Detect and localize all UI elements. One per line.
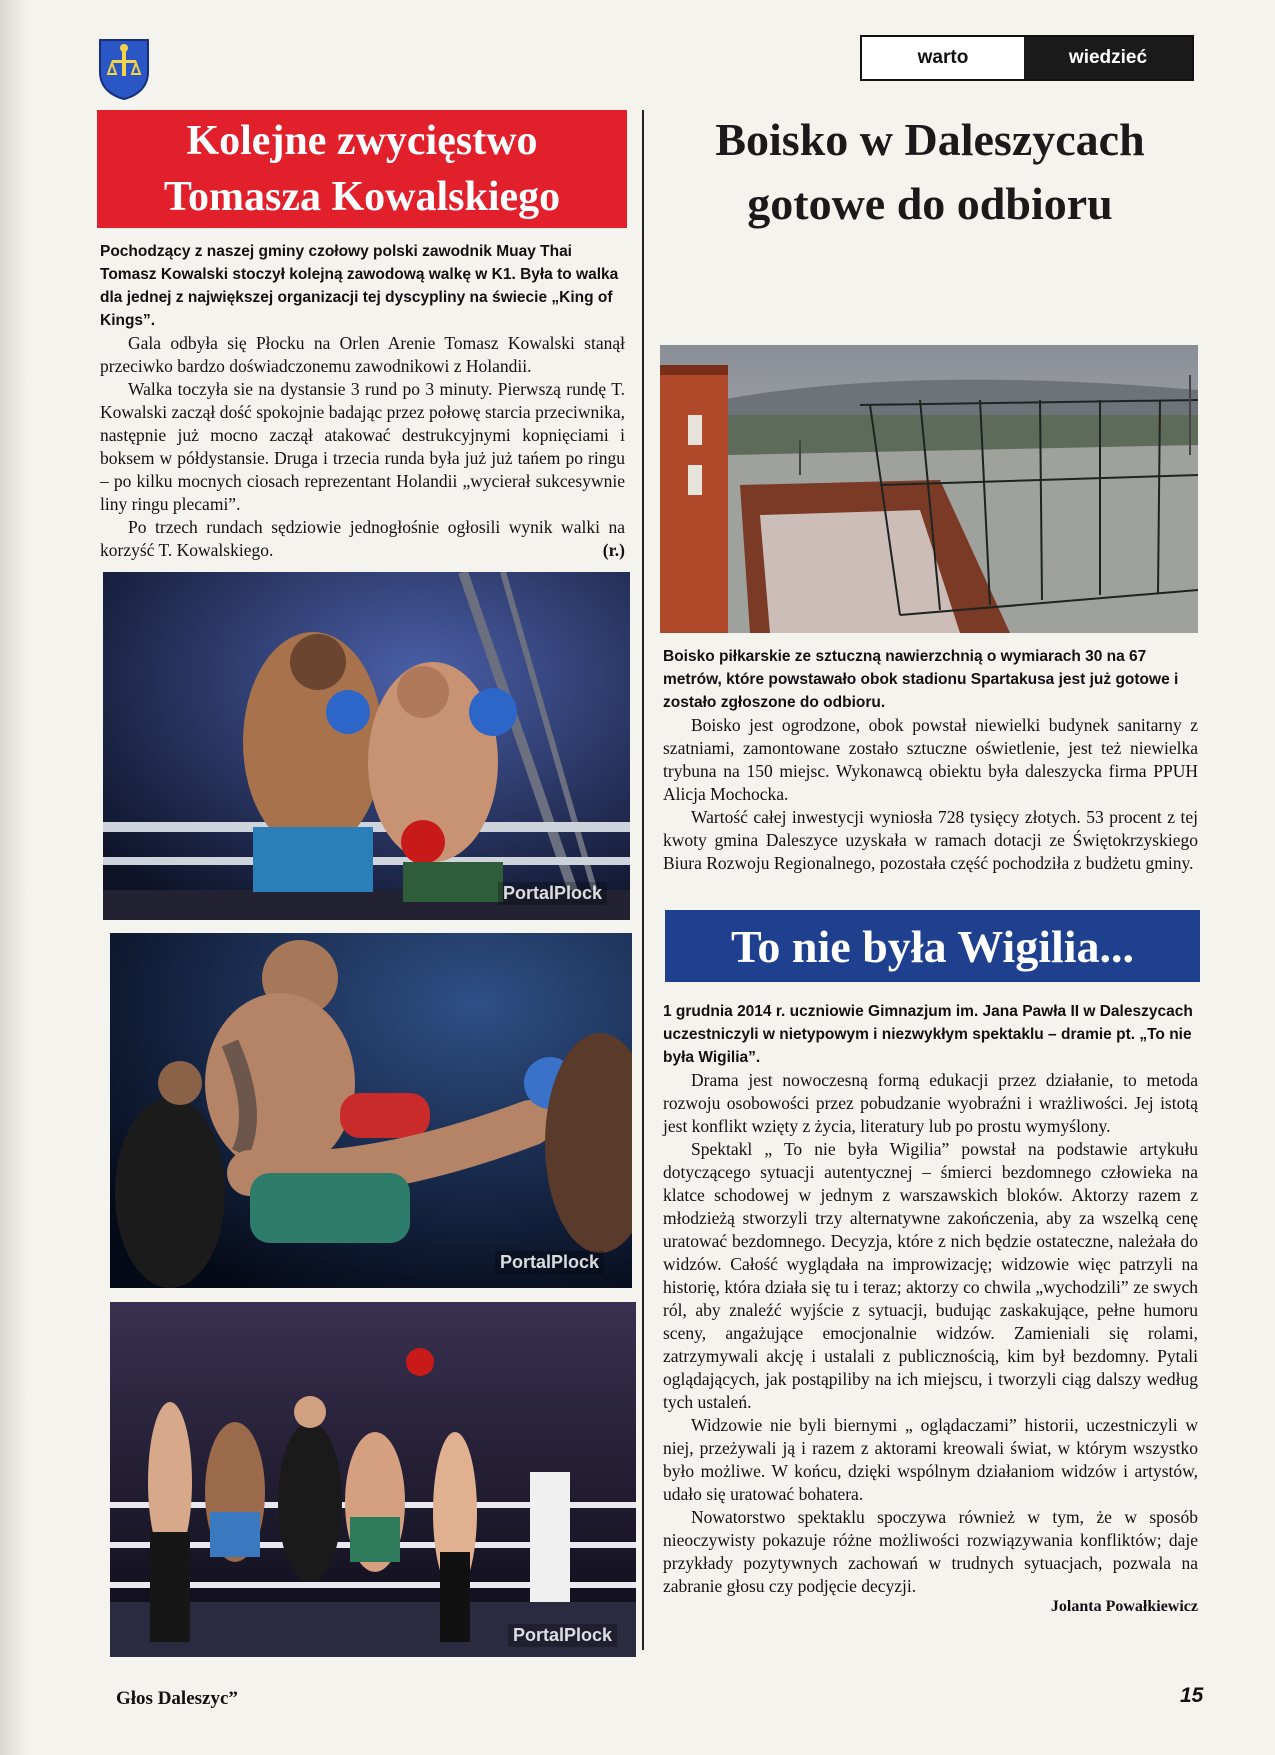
page-number: 15 (1180, 1684, 1204, 1707)
photo-football-pitch (660, 345, 1198, 633)
page-binding (0, 0, 28, 1755)
article1-paragraph: Po trzech rundach sędziowie jednogłośnie ogłosili wynik walki na korzyść T. Kowalskiego. (r.) (100, 517, 625, 560)
article3-lead: 1 grudnia 2014 r. uczniowie Gimnazjum im. Jana Pawła II w Daleszycach uczestniczyli w nietypowym i niezwykłym spektaklu – dramie pt. „To nie była Wigilia”. (663, 1003, 1193, 1066)
article1-signature: (r.) (602, 540, 625, 560)
photo-fight-kick (110, 933, 632, 1288)
article2-title-line2: gotowe do odbioru (747, 178, 1113, 229)
article3-paragraph: Drama jest nowoczesną formą edukacji przez działanie, to metoda rozwoju osobowości przez pobudzanie wyobraźni i wrażliwości. Jej istotą jest konflikt wzięty z życia, literatury lub po prostu wymyślony. (663, 1070, 1198, 1136)
article2-lead: Boisko piłkarskie ze sztuczną nawierzchnią o wymiarach 30 na 67 metrów, które powstawało obok stadionu Spartakusa jest już gotowe i zostało zgłoszone do odbioru. (663, 648, 1179, 711)
section-tag-right: wiedzieć (1024, 37, 1192, 79)
article3-paragraph: Widzowie nie byli biernymi „ oglądaczami” historii, uczestniczyli w niej, przeżywali ją i razem z aktorami kreowali świat, w którym wszystko było możliwe. W końcu, dzięki wspólnym działaniom widzów i artystów, udało się uratować bohatera. (663, 1415, 1198, 1504)
coat-of-arms-icon (98, 38, 150, 100)
photo-watermark: PortalPlock (495, 1251, 604, 1274)
article1-title-line2: Tomasza Kowalskiego (163, 174, 561, 220)
article2-title-line1: Boisko w Daleszycach (715, 114, 1145, 165)
article2-title (660, 108, 1200, 236)
article1-title-line1: Kolejne zwycięstwo (186, 118, 538, 164)
article3-text (663, 1000, 1198, 1616)
article1-text (100, 240, 625, 562)
article1-paragraph: Gala odbyła się Płocku na Orlen Arenie Tomasz Kowalski stanął przeciwko bardzo doświadczonemu zawodnikowi z Holandii. (100, 333, 625, 376)
photo-watermark: PortalPlock (508, 1624, 617, 1647)
article3-paragraph: Nowatorstwo spektaklu spoczywa również w tym, że w sposób nieoczywisty pokazuje różne możliwości rozwiązywania konfliktów; daje przykłady pozytywnych zachowań w trudnych sytuacjach, pozwala na zabranie głosu czy podjęcie decyzji. (663, 1507, 1198, 1596)
article2-paragraph: Boisko jest ogrodzone, obok powstał niewielki budynek sanitarny z szatniami, zamontowane zostało sztuczne oświetlenie, jest też niewielka trybuna na 150 miejsc. Wykonawcą obiektu była daleszycka firma PPUH Alicja Mochocka. (663, 715, 1198, 804)
photo-winner-announcement (110, 1302, 636, 1657)
article3-signature: Jolanta Powałkiewicz (1050, 1598, 1198, 1615)
article2-paragraph: Wartość całej inwestycji wyniosła 728 tysięcy złotych. 53 procent z tej kwoty gmina Daleszyce uzyskała w ramach dotacji ze Świętokrzyskiego Biura Rozwoju Regionalnego, pozostała część pochodziła z budżetu gminy. (663, 807, 1198, 873)
article1-paragraph: Walka toczyła sie na dystansie 3 rund po 3 minuty. Pierwszą rundę T. Kowalski zaczął dość spokojnie badając przez połowę starcia przeciwnika, następnie już mocno zaczął atakować destrukcyjnymi kopnięciami i boksem w półdystansie. Druga i trzecia runda była już już tańem po ringu – po kilku mocnych ciosach reprezentant Holandii „wycierał sukcesywnie liny ringu plecami”. (100, 379, 625, 514)
article1-lead: Pochodzący z naszej gminy czołowy polski zawodnik Muay Thai Tomasz Kowalski stoczył kolejną zawodową walkę w K1. Była to walka dla jednej z największej organizacji tej dyscypliny na świecie „King of Kings”. (100, 243, 619, 329)
photo-fight-punch (103, 572, 630, 920)
article2-text (663, 645, 1198, 875)
photo-watermark: PortalPlock (498, 882, 607, 905)
column-divider (642, 110, 644, 1650)
section-tag-left: warto (862, 37, 1024, 79)
section-tag (860, 35, 1194, 81)
publication-name: Głos Daleszyc” (116, 1688, 238, 1709)
article1-title (97, 110, 627, 228)
article3-paragraph: Spektakl „ To nie była Wigilia” powstał na podstawie artykułu dotyczącego sytuacji autentycznej – śmierci bezdomnego człowieka na klatce schodowej w jednym z warszawskich bloków. Aktorzy razem z młodzieżą stworzyli trzy alternatywne zakończenia, aby za wszelką cenę uratować bezdomnego. Decyzja, które z nich będzie ostateczne, należała do widzów. Całość wyglądała na improwizację; widzowie więc patrzyli na historię, która działa się tu i teraz; aktorzy co chwila „wychodzili” ze swych ról, aby znaleźć wyjście z sytuacji, budując zaskakujące, pełne humoru sceny, angażujące emocjonalnie widzów. Zamieniali się rolami, zatrzymywali akcję i ustalali z publicznością, kim był bezdomny. Pytali oglądających, jak postąpiliby na ich miejscu, i tworzyli ciąg dalszy według tych ustaleń. (663, 1139, 1198, 1412)
article3-title: To nie była Wigilia... (665, 910, 1200, 982)
